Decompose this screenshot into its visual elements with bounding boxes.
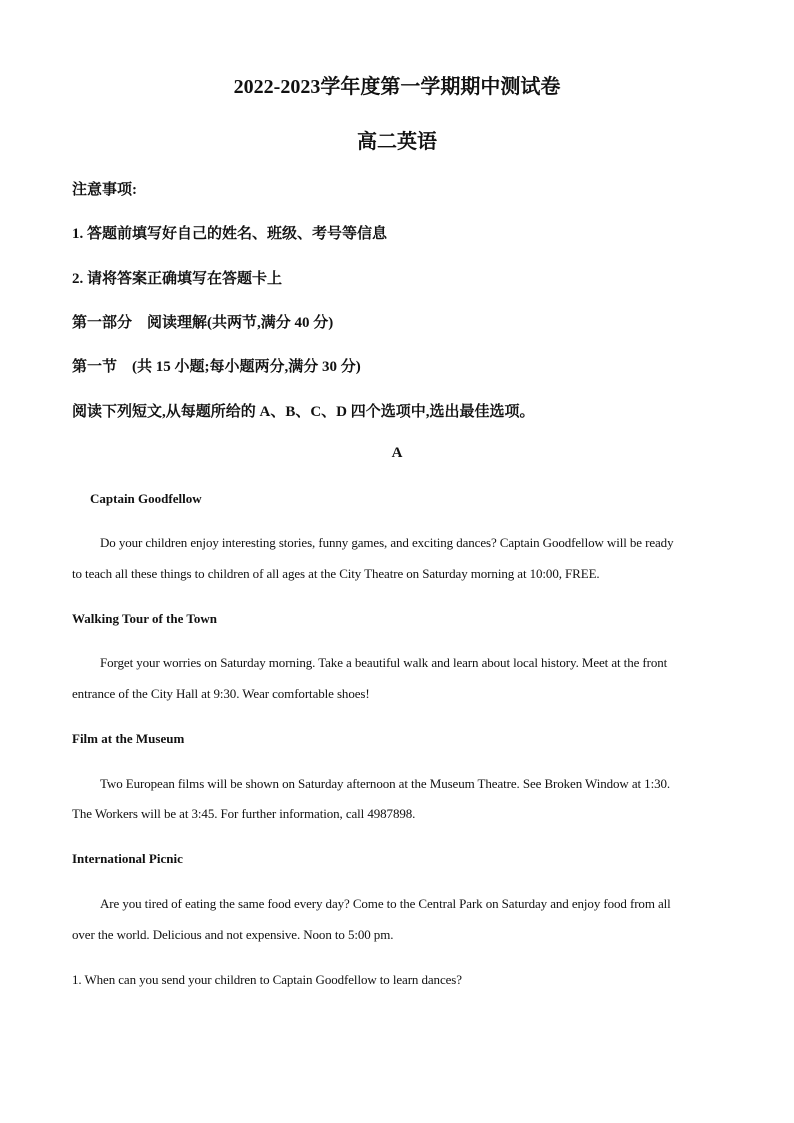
notice-item-1: 1. 答题前填写好自己的姓名、班级、考号等信息 [72, 226, 388, 242]
ad-heading-international-picnic: International Picnic [72, 851, 183, 866]
exam-subject: 高二英语 [357, 131, 437, 153]
ad-text-line: Do your children enjoy interesting stories, funny games, and exciting dances? Captain Goodfellow will be ready [100, 535, 674, 550]
ad-text-line: Are you tired of eating the same food every day? Come to the Central Park on Saturday and enjoy food from all [100, 896, 671, 911]
ad-text-line: entrance of the City Hall at 9:30. Wear comfortable shoes! [72, 686, 370, 701]
ad-text-line: to teach all these things to children of all ages at the City Theatre on Saturday morning at 10:00, FREE. [72, 566, 600, 581]
ad-heading-film-museum: Film at the Museum [72, 731, 185, 746]
ad-text-line: Two European films will be shown on Saturday afternoon at the Museum Theatre. See Broken Window at 1:30. [100, 776, 671, 791]
ad-heading-walking-tour: Walking Tour of the Town [72, 611, 217, 626]
question-1: 1. When can you send your children to Captain Goodfellow to learn dances? [72, 972, 462, 987]
passage-label: A [391, 445, 403, 461]
notice-item-2: 2. 请将答案正确填写在答题卡上 [72, 271, 283, 287]
ad-text-line: over the world. Delicious and not expensive. Noon to 5:00 pm. [72, 927, 394, 942]
ad-heading-captain-goodfellow: Captain Goodfellow [90, 491, 202, 506]
exam-title: 2022-2023学年度第一学期期中测试卷 [233, 76, 561, 98]
reading-instruction: 阅读下列短文,从每题所给的 A、B、C、D 四个选项中,选出最佳选项。 [72, 404, 535, 420]
subsection-heading: 第一节 (共 15 小题;每小题两分,满分 30 分) [72, 359, 361, 375]
ad-text-line: The Workers will be at 3:45. For further information, call 4987898. [72, 806, 416, 821]
notice-heading: 注意事项: [72, 182, 137, 198]
ad-text-line: Forget your worries on Saturday morning. Take a beautiful walk and learn about local history. Meet at the front [100, 655, 668, 670]
part-heading: 第一部分 阅读理解(共两节,满分 40 分) [72, 315, 334, 331]
